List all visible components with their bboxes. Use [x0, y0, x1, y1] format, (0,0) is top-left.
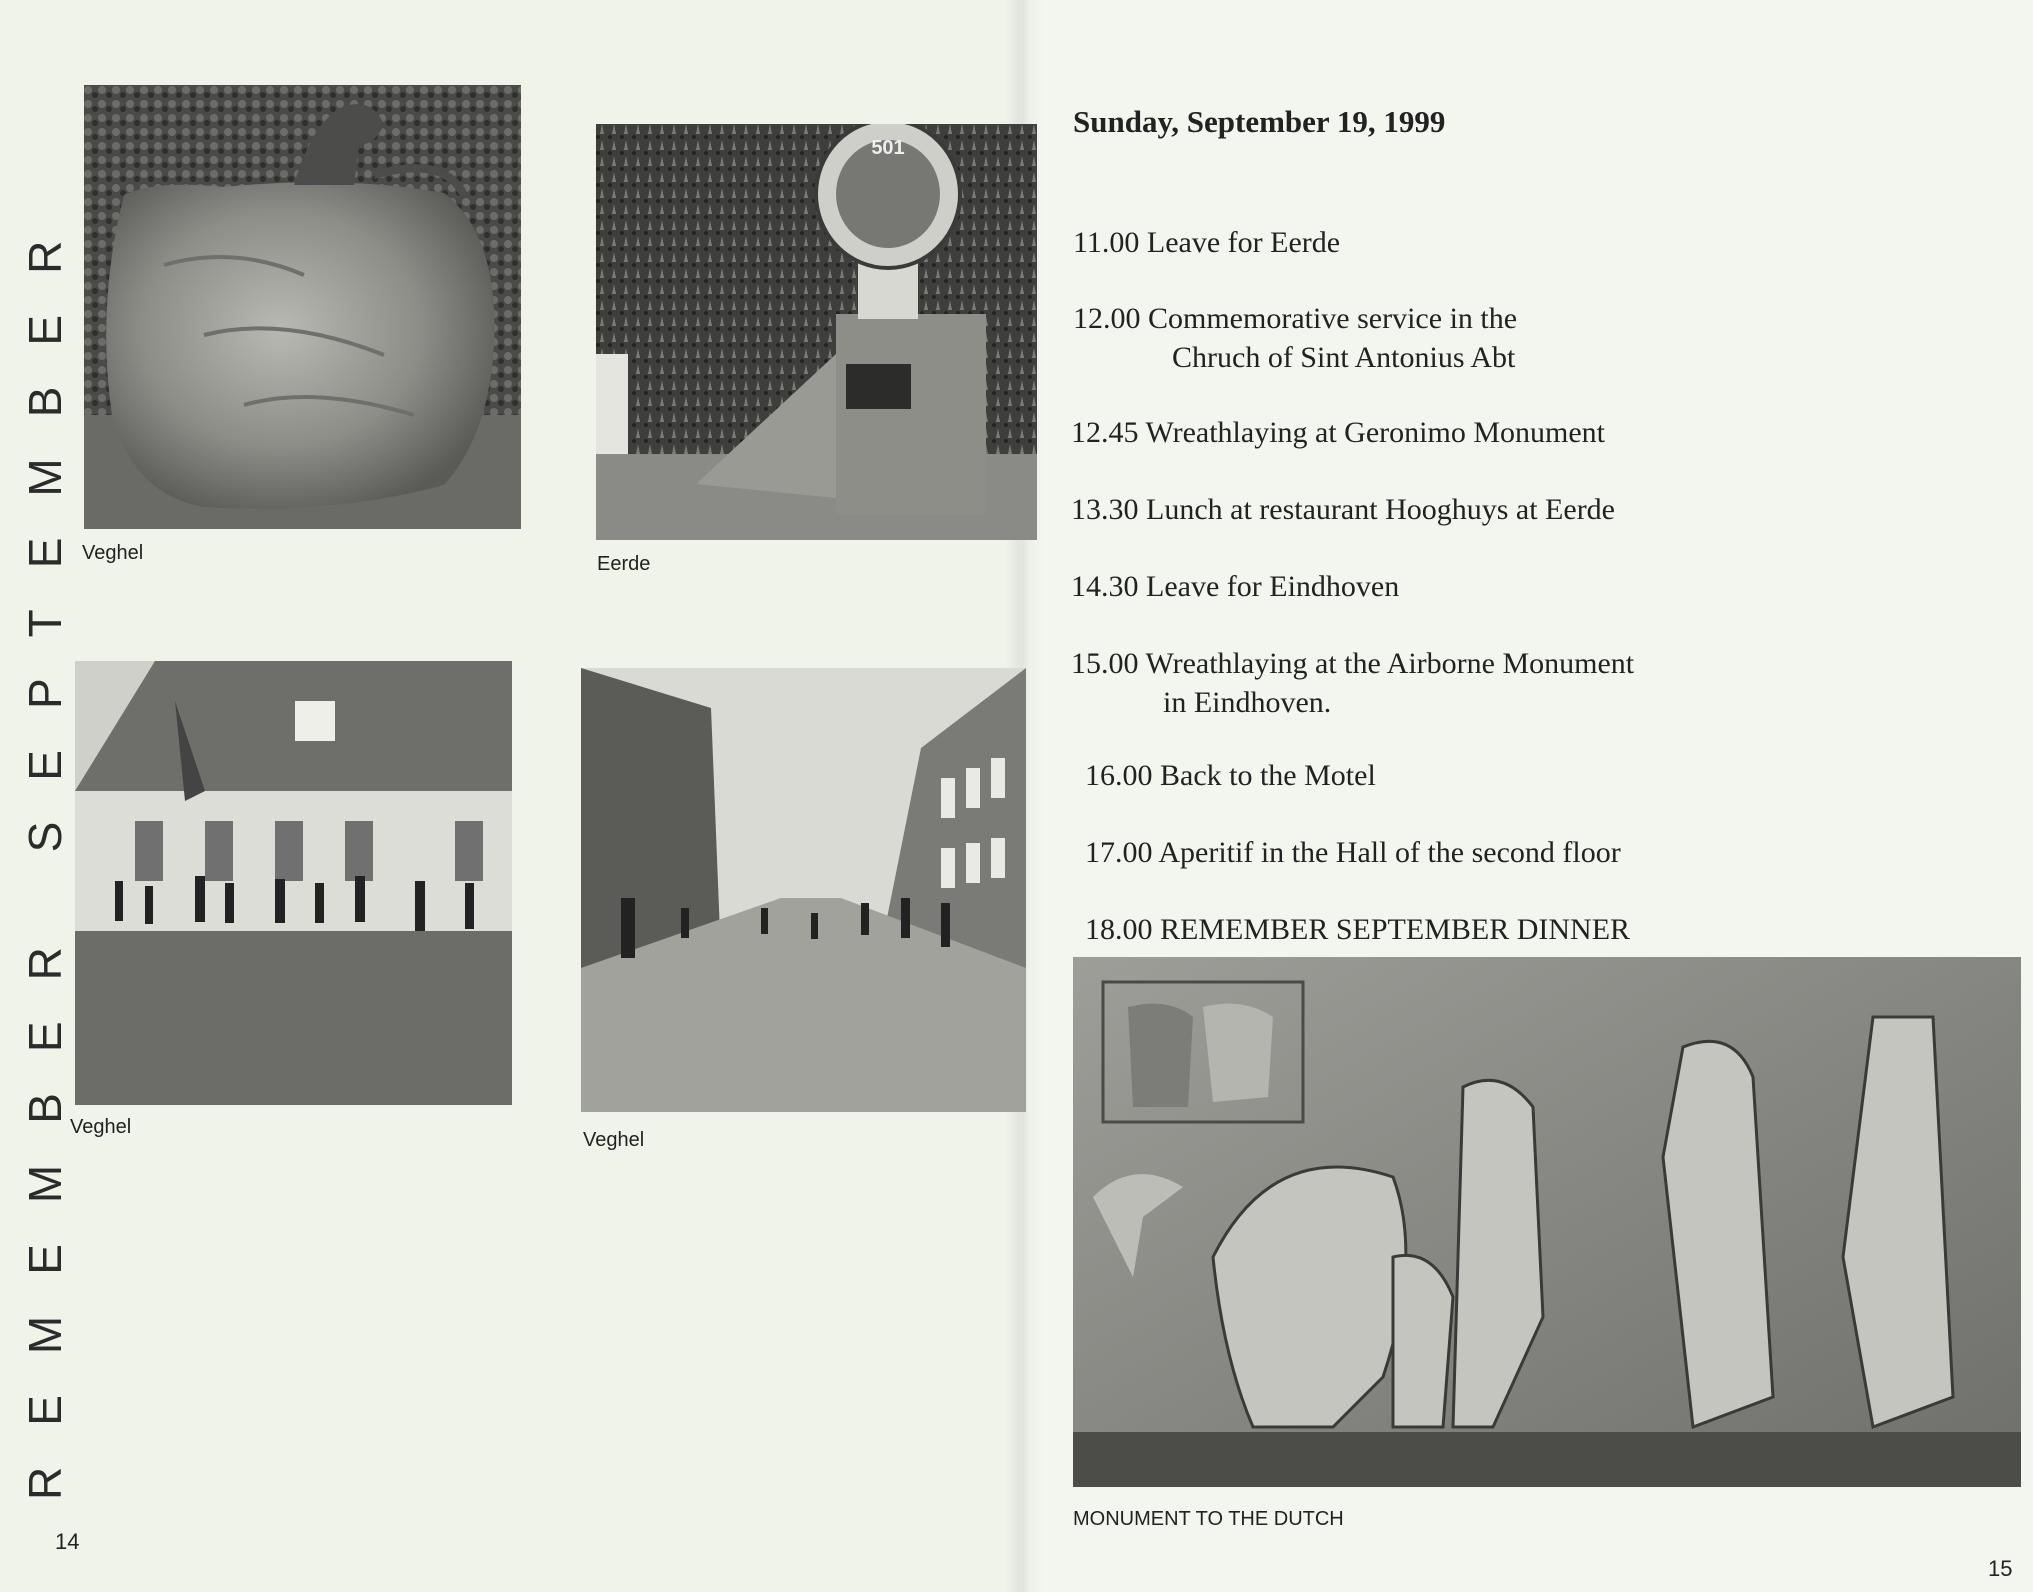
- svg-text:501: 501: [871, 137, 905, 159]
- schedule-time: 11.00: [1073, 226, 1140, 259]
- schedule-time: 16.00: [1085, 759, 1153, 792]
- schedule-time: 18.00: [1085, 913, 1153, 946]
- veghel-townhall-photo: [75, 661, 512, 1105]
- schedule-time: 14.30: [1071, 570, 1139, 603]
- schedule-text: Leave for Eerde: [1146, 226, 1341, 259]
- veghel-monument-photo: [84, 85, 521, 529]
- schedule-text: Back to the Motel: [1160, 759, 1376, 792]
- schedule-text-continued: Chruch of Sint Antonius Abt: [1172, 341, 1516, 374]
- schedule-time: 17.00: [1085, 836, 1153, 869]
- monument-relief-photo: [1073, 957, 2021, 1487]
- schedule-text: Leave for Eindhoven: [1146, 570, 1400, 603]
- schedule-text-continued: in Eindhoven.: [1163, 686, 1332, 719]
- schedule-time: 12.00: [1073, 302, 1141, 335]
- schedule-text: Wreathlaying at Geronimo Monument: [1145, 416, 1605, 449]
- page-number-left: 14: [55, 1529, 80, 1554]
- photo-caption: Eerde: [597, 553, 651, 575]
- schedule-item: [1073, 223, 1340, 262]
- photo-caption: Veghel: [583, 1129, 645, 1151]
- schedule-item: [1071, 644, 1634, 722]
- schedule-item: [1073, 299, 1517, 377]
- schedule-time: 12.45: [1071, 416, 1139, 449]
- schedule-item: [1071, 567, 1399, 606]
- schedule-text: Wreathlaying at the Airborne Monument: [1145, 647, 1635, 680]
- page-number-right: 15: [1988, 1556, 2013, 1581]
- schedule-text: Lunch at restaurant Hooghuys at Eerde: [1146, 493, 1615, 526]
- schedule-text: REMEMBER SEPTEMBER DINNER: [1160, 913, 1631, 946]
- schedule-heading: Sunday, September 19, 1999: [1073, 104, 1446, 139]
- schedule-time: 13.30: [1071, 493, 1139, 526]
- schedule-text: Aperitif in the Hall of the second floor: [1158, 836, 1621, 869]
- schedule-text: Commemorative service in the: [1148, 302, 1518, 335]
- schedule-item: [1085, 910, 1630, 949]
- monument-caption: MONUMENT TO THE DUTCH: [1073, 1508, 1344, 1530]
- schedule-item: [1085, 756, 1376, 795]
- schedule-time: 15.00: [1071, 647, 1139, 680]
- photo-caption: Veghel: [82, 542, 144, 564]
- schedule-item: [1071, 413, 1605, 452]
- schedule-item: [1085, 833, 1621, 872]
- schedule-item: [1071, 490, 1615, 529]
- veghel-street-photo: [581, 668, 1026, 1112]
- vertical-title: REMEMBER SEPTEMBER: [19, 199, 71, 1500]
- eerde-monument-photo: [596, 124, 1037, 540]
- photo-caption: Veghel: [70, 1116, 132, 1138]
